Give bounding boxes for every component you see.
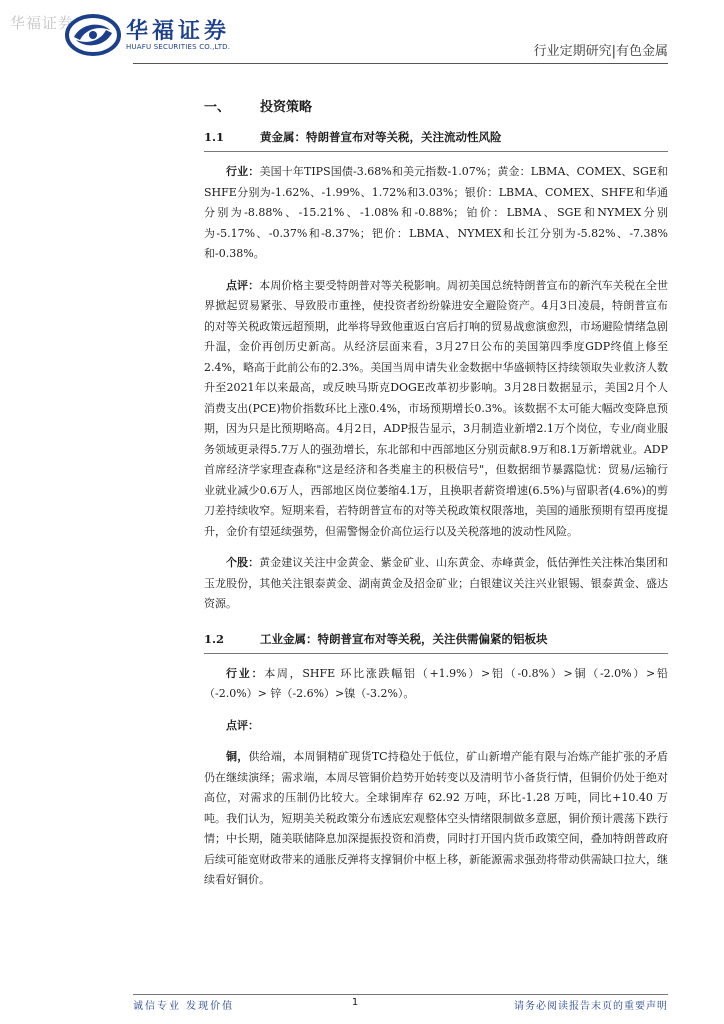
subsection-number: 1.1 [204, 130, 225, 144]
section-title: 投资策略 [260, 100, 313, 115]
company-logo [64, 12, 264, 58]
section-heading-investment-strategy [204, 97, 668, 119]
subsection-label: 黄金属： [260, 130, 306, 144]
watermark: 华福证券 [10, 14, 75, 32]
subsection-title: 特朗普宣布对等关税，关注流动性风险 [306, 130, 502, 144]
footer-divider [133, 994, 668, 995]
subsection-number: 1.2 [204, 631, 225, 646]
logo-english-name: HUAFU SECURITIES CO.,LTD. [126, 43, 231, 51]
subsection-heading-industrial-metals [204, 629, 668, 649]
document-type: 行业定期研究|有色金属 [533, 44, 668, 59]
footer-disclaimer: 请务必阅读报告末页的重要声明 [514, 1001, 668, 1012]
paragraph-text: 本周价格主要受特朗普对等关税影响。周初美国总统特朗普宣布的新汽车关税在全世界掀起贸易紧张、导致股市重挫，使投资者纷纷躲进安全避险资产。4月3日凌晨，特朗普宣布的对等关税政策远超预期，此举将导致他重返白宫后打响的贸易战愈演愈烈，市场避险情绪急剧升温，金价再创历史新高。从经济层面来看，3月27日公布的美国第四季度GDP终值上修至2.4%，略高于此前公布的2.3%。美国当周申请失业金数据中华盛顿特区持续领取失业救济人数升至2021年以来最高，或反映马斯克DOGE改革初步影响。3月28日数据显示，美国2月个人消费支出(PCE)物价指数环比上涨0.4%，市场预期增长0.3%。该数据不太可能大幅改变降息预期，因为只是比预期略高。4月2日，ADP报告显示，3月制造业新增2.1万个岗位，专业/商业服务领域更录得5.7万人的强劲增长，东北部和中西部地区分别贡献8.9万和8.1万新增就业。ADP首席经济学家理查森称"这是经济和各类雇主的积极信号"，但数据细节暴露隐忧：贸易/运输行业就业减少0.6万人，西部地区岗位萎缩4.1万，且换职者薪资增速(6.5%)与留职者(4.6%)的剪刀差持续收窄。短期来看，若特朗普宣布的对等关税政策权限落地，美国的通胀预期有望再度提升，金价有望延续强势，但需警惕金价高位运行以及关税落地的波动性风险。 [204, 278, 668, 538]
header-divider [133, 63, 668, 64]
paragraph-commentary-label [204, 716, 668, 737]
subsection-title: 特朗普宣布对等关税，关注供需偏紧的铝板块 [317, 631, 548, 646]
paragraph-industry-precious [204, 162, 668, 265]
paragraph-text: 本周，SHFE 环比涨跌幅铝（+1.9%）>铝（-0.8%）>铜（-2.0%）>铅（-2.0%）> 锌（-2.6%）>镍（-3.2%）。 [204, 666, 669, 700]
paragraph-label: 行业： [226, 165, 260, 178]
paragraph-industry-industrial [204, 664, 668, 705]
huafu-logo-icon [64, 12, 122, 58]
paragraph-label: 行业： [226, 666, 265, 680]
subsection-heading-precious-metals [204, 127, 668, 147]
paragraph-label: 点评： [226, 278, 260, 292]
paragraph-label: 点评： [226, 718, 259, 732]
subsection-divider [204, 151, 668, 152]
subsection-label: 工业金属： [260, 631, 318, 646]
paragraph-text: 美国十年TIPS国债-3.68%和美元指数-1.07%；黄金：LBMA、COMEX、SGE和SHFE分别为-1.62%、-1.99%、1.72%和3.03%；银价：LBMA、COMEX、SHFE和华通分别为-8.88%、-15.21%、-1.08%和-0.88%；铂价：LBMA、SGE和NYMEX分别为-5.17%、-0.37%和-8.37%；钯价：LBMA、NYMEX和长江分别为-5.82%、-7.38%和-0.38%。 [204, 165, 669, 260]
report-body [204, 97, 668, 902]
paragraph-label: 铜， [226, 750, 249, 763]
paragraph-stocks-precious [204, 553, 668, 615]
paragraph-text: 黄金建议关注中金黄金、紫金矿业、山东黄金、赤峰黄金，低估弹性关注株冶集团和玉龙股份，其他关注银泰黄金、湖南黄金及招金矿业；白银建议关注兴业银锡、银泰黄金、盛达资源。 [204, 556, 668, 610]
paragraph-label: 个股： [226, 556, 260, 569]
logo-chinese-name: 华福证券 [126, 19, 231, 44]
subsection-divider [204, 653, 668, 654]
section-number: 一、 [204, 100, 231, 115]
paragraph-copper [204, 747, 668, 891]
page-number: 1 [351, 997, 359, 1008]
footer-slogan: 诚信专业 发现价值 [133, 1001, 235, 1012]
paragraph-commentary-precious [204, 276, 668, 543]
paragraph-text: 供给端，本周铜精矿现货TC持稳处于低位，矿山新增产能有限与冶炼产能扩张的矛盾仍在继续演绎；需求端，本周尽管铜价趋势开始转变以及清明节小备货行情，但铜价仍处于绝对高位，对需求的压制仍比较大。全球铜库存 62.92 万吨，环比-1.28 万吨，同比+10.40 万吨。我们认为，短期美关税政策分布透底宏观整体空头情绪限制做多意愿，铜价预计震荡下跌行情；中长期，随美联储降息加深提振投资和消费，同时打开国内货币政策空间，叠加特朗普政府后续可能宽财政带来的通胀反弹将支撑铜价中枢上移，新能源需求强劲将带动供需缺口拉大，继续看好铜价。 [204, 750, 668, 886]
